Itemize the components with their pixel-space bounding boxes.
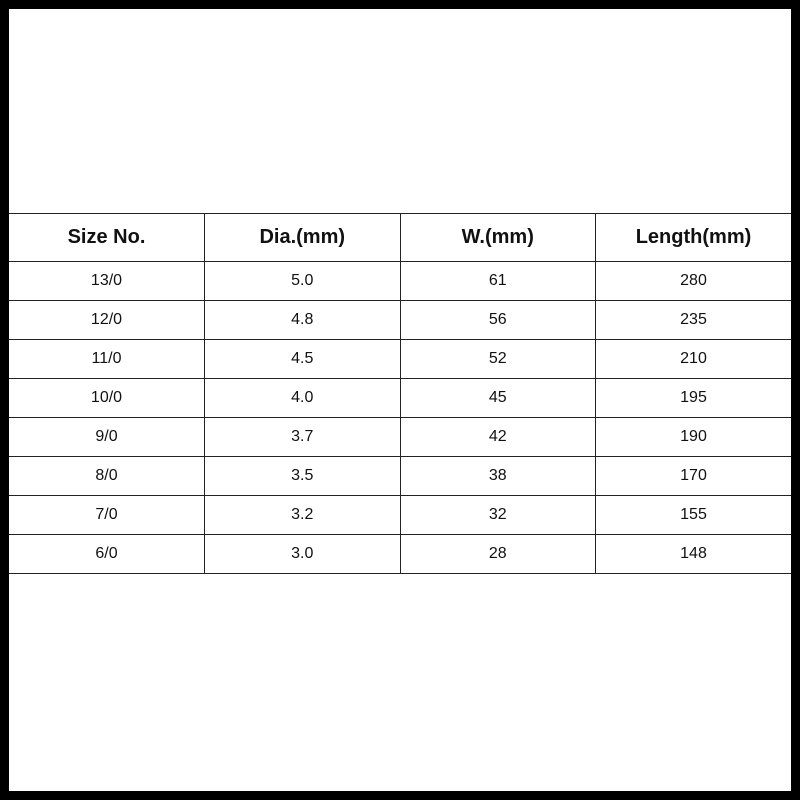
cell-size-no: 9/0 [9,418,205,457]
cell-width: 45 [400,379,596,418]
size-spec-table [9,213,791,574]
cell-length: 210 [596,340,792,379]
cell-length: 148 [596,535,792,574]
table-row [9,379,791,418]
table-row [9,418,791,457]
cell-width: 56 [400,301,596,340]
header-width: W.(mm) [400,214,596,262]
cell-size-no: 12/0 [9,301,205,340]
cell-diameter: 3.7 [205,418,401,457]
cell-length: 170 [596,457,792,496]
table-row [9,340,791,379]
header-size-no: Size No. [9,214,205,262]
cell-width: 32 [400,496,596,535]
cell-size-no: 7/0 [9,496,205,535]
cell-length: 190 [596,418,792,457]
table-row [9,496,791,535]
cell-diameter: 3.5 [205,457,401,496]
cell-width: 52 [400,340,596,379]
cell-diameter: 3.2 [205,496,401,535]
cell-width: 38 [400,457,596,496]
cell-size-no: 8/0 [9,457,205,496]
cell-diameter: 4.5 [205,340,401,379]
cell-length: 195 [596,379,792,418]
table-row [9,301,791,340]
cell-size-no: 6/0 [9,535,205,574]
header-length: Length(mm) [596,214,792,262]
cell-width: 61 [400,262,596,301]
header-row [9,214,791,262]
table-row [9,262,791,301]
cell-length: 280 [596,262,792,301]
cell-diameter: 3.0 [205,535,401,574]
cell-size-no: 11/0 [9,340,205,379]
cell-diameter: 4.8 [205,301,401,340]
cell-size-no: 10/0 [9,379,205,418]
image-frame [9,9,791,791]
cell-width: 28 [400,535,596,574]
table-row [9,457,791,496]
cell-diameter: 4.0 [205,379,401,418]
cell-length: 155 [596,496,792,535]
cell-width: 42 [400,418,596,457]
cell-diameter: 5.0 [205,262,401,301]
table-row [9,535,791,574]
header-diameter: Dia.(mm) [205,214,401,262]
cell-length: 235 [596,301,792,340]
cell-size-no: 13/0 [9,262,205,301]
